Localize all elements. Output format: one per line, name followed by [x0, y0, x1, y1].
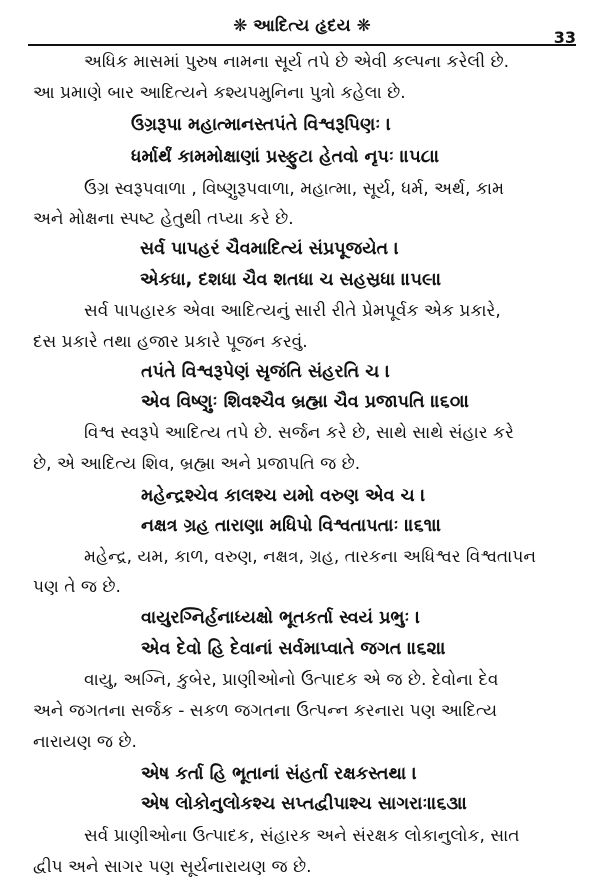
verse-line: એષ લોકોનુલોકશ્ચ સપ્તદ્વીપાશ્ચ સાગરાઃ॥૬૩॥: [141, 794, 468, 814]
verse-line: એષ કર્તા હિ ભૂતાનાં સંહર્તા રક્ષકસ્તથા ।: [141, 764, 417, 784]
running-title: ❋ આદિત્ય હૃદય ❋: [233, 16, 371, 36]
verse-line: તપંતે વિશ્વરૂપેણં સૃજંતિ સંહરતિ ચ ।: [141, 362, 391, 382]
prose-line: આ પ્રમાણે બાર આદિત્યને કશ્યપમુનિના પુત્રો કહેલા છે.: [33, 83, 406, 103]
prose-line: મહેન્દ્ર, યમ, કાળ, વરુણ, નક્ષત્ર, ગ્રહ, તારકના અધિશ્વર વિશ્વતાપન: [84, 547, 537, 567]
prose-line: છે, એ આદિત્ય શિવ, બ્રહ્મા અને પ્રજાપતિ જ છે.: [33, 454, 361, 474]
verse-line: એવ દેવો હિ દેવાનાં સર્વમાપ્વાતે જગત ॥૬૨॥: [141, 639, 446, 659]
verse-line: ઉગ્રરૂપા મહાત્માનસ્તપંતે વિશ્વરૂપિણઃ ।: [131, 115, 392, 135]
prose-line: નારાયણ જ છે.: [33, 732, 137, 752]
prose-line: અને મોક્ષના સ્પષ્ટ હેતુથી તપ્યા કરે છે.: [33, 209, 294, 229]
prose-line: દ્વીપ અને સાગર પણ સૂર્યનારાયણ જ છે.: [33, 857, 312, 877]
prose-line: વિશ્વ સ્વરૂપે આદિત્ય તપે છે. સર્જન કરે છે, સાથે સાથે સંહાર કરે: [84, 423, 514, 443]
verse-line: એવ વિષ્ણુઃ શિવશ્ચૈવ બ્રહ્મા ચૈવ પ્રજાપતિ ॥૬૦॥: [141, 392, 470, 412]
verse-line: સર્વ પાપહરં ચૈવમાદિત્યં સંપ્રપૂજયેત ।: [140, 239, 399, 259]
prose-line: દસ પ્રકારે તથા હજાર પ્રકારે પૂજન કરવું.: [33, 332, 308, 352]
verse-line: ધર્માર્થં કામમોક્ષાણાં પ્રસ્ફુટા હેતવો નૃપઃ ॥૫૮॥: [131, 147, 440, 167]
prose-line: પણ તે જ છે.: [33, 577, 121, 597]
prose-line: અધિક માસમાં પુરુષ નામના સૂર્ય તપે છે એવી કલ્પના કરેલી છે.: [84, 52, 510, 72]
prose-line: ઉગ્ર સ્વરૂપવાળા , વિષ્ણુરૂપવાળા, મહાત્મા, સૂર્ય, ધર્મ, અર્થ, કામ: [84, 179, 505, 199]
prose-line: સર્વ પાપહારક એવા આદિત્યનું સારી રીતે પ્રેમપૂર્વક એક પ્રકારે,: [84, 301, 501, 321]
verse-line: વાયુરગ્નિર્હનાધ્યક્ષો ભૂતકર્તા સ્વયં પ્રભુઃ ।: [141, 608, 421, 628]
prose-line: અને જગતના સર્જક - સકળ જગતના ઉત્પન્ન કરનારા પણ આદિત્ય: [33, 701, 498, 721]
page-number: 33: [553, 28, 576, 47]
prose-line: સર્વ પ્રાણીઓના ઉત્પાદક, સંહારક અને સંરક્ષક લોકાનુલોક, સાત: [84, 826, 520, 846]
verse-line: મહેન્દ્રશ્ચેવ કાલશ્ચ યમો વરુણ એવ ચ ।: [141, 486, 426, 506]
verse-line: એકધા, દશધા ચૈવ શતધા ચ સહસ્રધા ॥૫૯॥: [140, 270, 442, 290]
prose-line: વાયુ, અગ્નિ, કુબેર, પ્રાણીઓનો ઉત્પાદક એ જ છે. દેવોના દેવ: [84, 670, 499, 690]
verse-line: નક્ષત્ર ગ્રહ તારાણા મધિપો વિશ્વતાપતાઃ ॥૬૧॥: [141, 516, 442, 536]
